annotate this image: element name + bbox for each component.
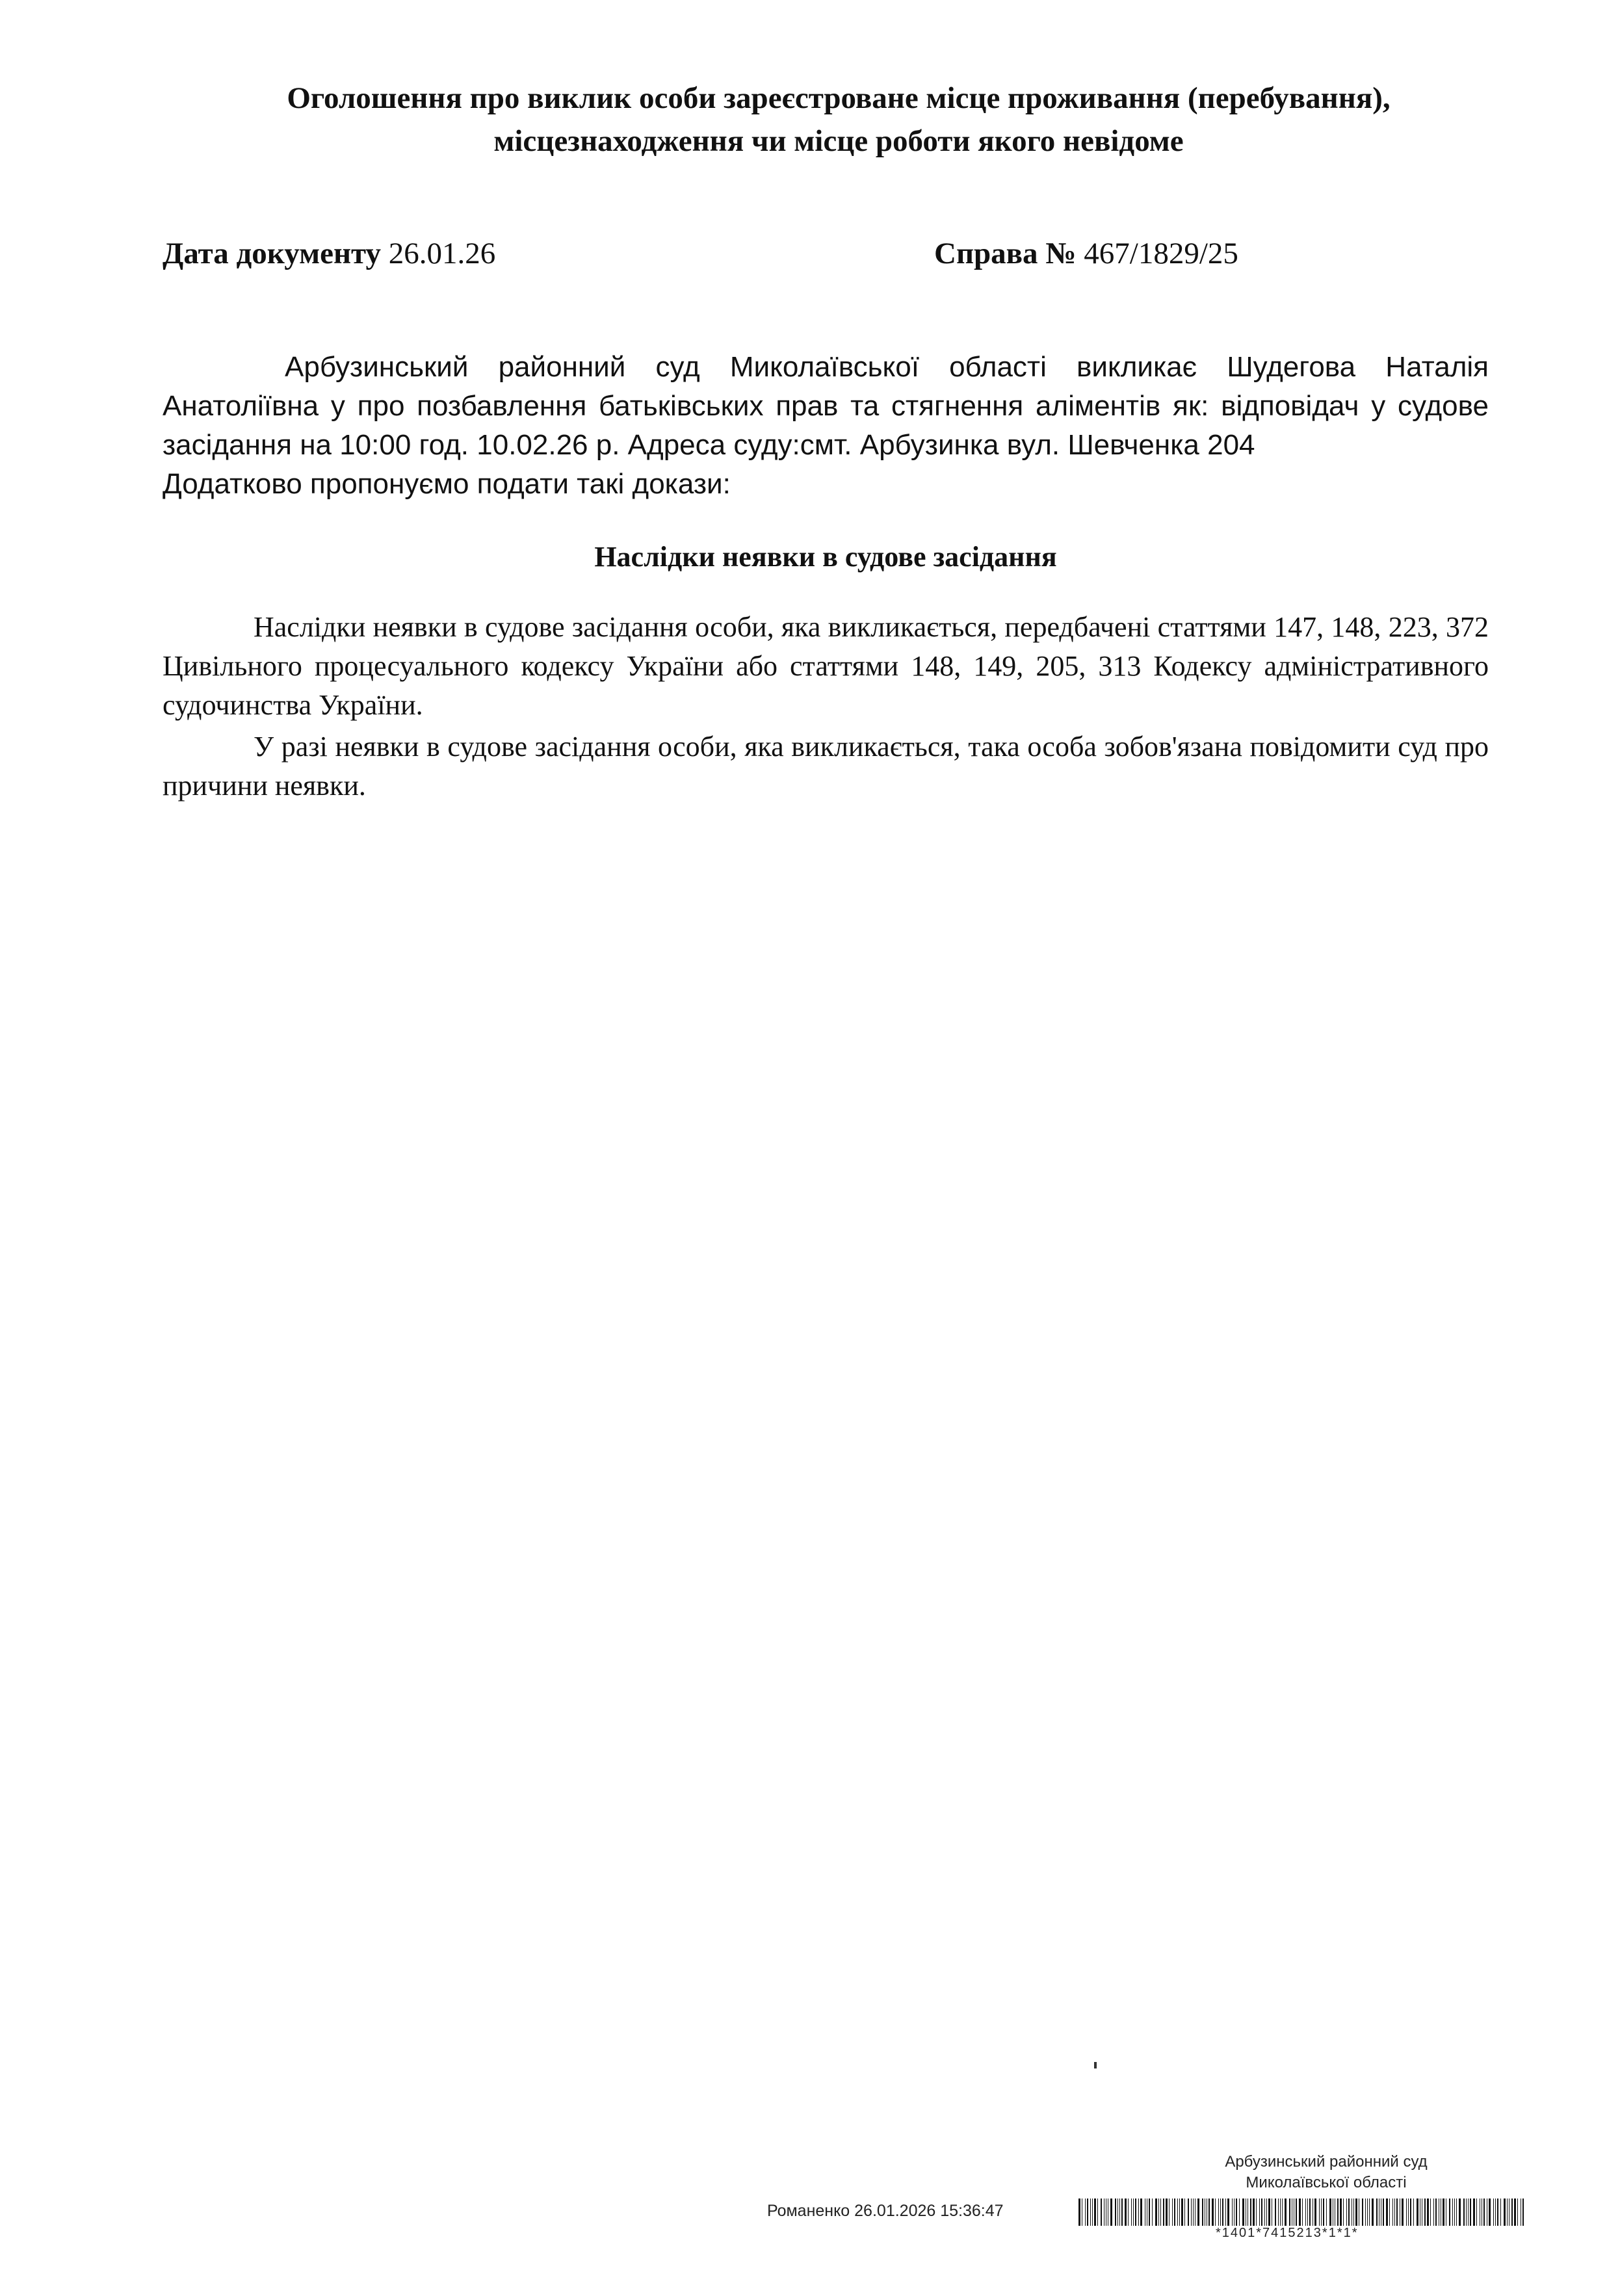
barcode-bar [1376,2198,1378,2226]
barcode-bar [1174,2198,1175,2226]
document-date [163,234,495,273]
barcode-bar [1121,2198,1123,2226]
barcode-bar [1275,2198,1276,2226]
barcode-bar [1289,2198,1290,2226]
barcode-bar [1307,2198,1308,2226]
signer-timestamp: Романенко 26.01.2026 15:36:47 [767,2202,1004,2220]
date-value: 26.01.26 [388,237,496,270]
barcode-bar [1131,2198,1132,2226]
barcode-bar [1511,2198,1513,2226]
barcode-bar [1410,2198,1411,2226]
barcode-bar [1337,2198,1339,2226]
barcode-bar [1314,2198,1316,2226]
barcode-bar [1208,2198,1210,2226]
barcode-bar [1236,2198,1237,2226]
barcode-bar [1413,2198,1414,2226]
barcode-bar [1250,2198,1251,2226]
court-name-line-2: Миколаївської області [1246,2174,1407,2191]
barcode-bar [1140,2198,1142,2226]
barcode-bar [1197,2198,1199,2226]
barcode-bar [1459,2198,1461,2226]
barcode-bar [1158,2198,1159,2226]
barcode-bar [1259,2198,1260,2226]
barcode-bar [1489,2198,1491,2226]
barcode-bar [1468,2198,1469,2226]
case-label: Справа № [934,237,1077,270]
barcode-bar [1476,2198,1477,2226]
barcode-bar [1319,2198,1320,2226]
barcode-bar [1119,2198,1120,2226]
barcode-bar [1389,2198,1390,2226]
barcode-bar [1305,2198,1306,2226]
barcode-bar [1362,2198,1363,2226]
barcode-bar [1266,2198,1267,2226]
barcode-bar [1253,2198,1255,2226]
barcode-bar [1227,2198,1229,2226]
consequences-paragraph-2: У разі неявки в судове засідання особи, яка викликається, така особа зобов'язана повідомити суд про причини неявки. [163,731,1489,802]
barcode-bar [1232,2198,1233,2226]
evidence-line: Додатково пропонуємо подати такі докази: [163,468,731,500]
barcode-bar [1483,2198,1485,2226]
barcode-bar [1261,2198,1262,2226]
barcode-bar [1282,2198,1283,2226]
barcode-bar [1181,2198,1183,2226]
case-value: 467/1829/25 [1084,237,1238,270]
barcode-bar [1386,2198,1388,2226]
barcode-bar [1430,2198,1431,2226]
barcode-bar [1184,2198,1185,2226]
barcode-bar [1188,2198,1189,2226]
barcode-bar [1514,2198,1516,2226]
barcode-bar [1507,2198,1508,2226]
barcode-bar [1212,2198,1214,2226]
barcode-bar [1504,2198,1506,2226]
barcode-bar [1449,2198,1450,2226]
case-number [934,234,1238,273]
barcode-bar [1285,2198,1287,2226]
barcode-bar [1394,2198,1395,2226]
barcode-bar [1078,2198,1080,2226]
barcode-bar [1138,2198,1139,2226]
barcode-bar [1424,2198,1426,2226]
barcode-bar [1383,2198,1384,2226]
barcode-bar [1427,2198,1429,2226]
barcode-bar [1280,2198,1281,2226]
barcode-bar [1302,2198,1303,2226]
barcode-bar [1369,2198,1370,2226]
consequences-heading: Наслідки неявки в судове засідання [594,541,1057,573]
barcode-text: *1401*7415213*1*1* [1216,2226,1359,2240]
barcode-bar [1452,2198,1453,2226]
barcode-bar [1135,2198,1136,2226]
barcode-bar [1179,2198,1180,2226]
barcode-bar [1348,2198,1350,2226]
barcode-bar [1264,2198,1265,2226]
barcode-bar [1090,2198,1091,2226]
barcode-bar [1435,2198,1437,2226]
barcode-bar [1160,2198,1161,2226]
barcode-bar [1454,2198,1455,2226]
barcode-bar [1326,2198,1327,2226]
barcode-bar [1517,2198,1518,2226]
barcode-bar [1329,2198,1331,2226]
barcode-bar [1191,2198,1192,2226]
summons-paragraph: Арбузинський районний суд Миколаївської області викликає Шудегова Наталія Анатоліївна у про позбавлення батьківських прав та стягнення аліментів як: відповідач у судове засідання на 10:00 год. 10.02.26 р. Адреса суду:смт. Арбузинка вул. Шевченка 204 [163,351,1489,461]
court-name-line-1: Арбузинський районний суд [1225,2153,1428,2171]
barcode-bar [1402,2198,1404,2226]
barcode-bar [1278,2198,1279,2226]
barcode-bar [1218,2198,1219,2226]
barcode-bar [1473,2198,1475,2226]
barcode-bar [1215,2198,1216,2226]
barcode-bar [1110,2198,1112,2226]
barcode-bar [1456,2198,1457,2226]
barcode-bar [1443,2198,1444,2226]
barcode-bar [1097,2198,1098,2226]
scan-mark [1094,2062,1097,2068]
barcode-bar [1365,2198,1366,2226]
barcode-bar [1343,2198,1344,2226]
barcode-bar [1321,2198,1322,2226]
consequences-paragraph-1: Наслідки неявки в судове засідання особи, яка викликається, передбачені статтями 147, 148, 223, 372 Цивільного процесуального кодексу України або статтями 148, 149, 205, 313 Кодексу адміністративного судочинства України. [163,611,1489,721]
barcode-bar [1225,2198,1226,2226]
barcode-bar [1193,2198,1194,2226]
barcode-bar [1152,2198,1153,2226]
barcode-bar [1340,2198,1342,2226]
barcode-bar [1101,2198,1102,2226]
barcode-bar [1128,2198,1129,2226]
barcode-bar [1392,2198,1393,2226]
barcode-bar [1256,2198,1257,2226]
barcode-image [1077,2198,1529,2226]
barcode-bar [1463,2198,1465,2226]
title-line-1: Оголошення про виклик особи зареєстроване місце проживання (перебування), [287,81,1391,115]
date-label: Дата документу [163,237,382,270]
barcode-bar [1155,2198,1157,2226]
title-line-2: місцезнаходження чи місце роботи якого невідоме [493,124,1184,158]
barcode-bar [1396,2198,1398,2226]
barcode-bar [1372,2198,1374,2226]
document-footer [767,2152,1547,2288]
barcode-bar [1495,2198,1496,2226]
barcode-bar [1242,2198,1244,2226]
barcode-bar [1087,2198,1088,2226]
barcode-bar [1466,2198,1467,2226]
barcode-bar [1125,2198,1127,2226]
barcode-bar [1202,2198,1203,2226]
summons-text [163,348,1489,504]
barcode-bar [1367,2198,1368,2226]
barcode-bar [1115,2198,1116,2226]
barcode-bar [1166,2198,1168,2226]
barcode-bar [1220,2198,1221,2226]
barcode-bar [1500,2198,1501,2226]
barcode-bar [1222,2198,1223,2226]
barcode-bar [1346,2198,1347,2226]
barcode-bar [1172,2198,1173,2226]
barcode-bar [1239,2198,1240,2226]
document-title [163,77,1515,163]
barcode-bar [1497,2198,1498,2226]
barcode-bar [1433,2198,1434,2226]
barcode-bar [1323,2198,1324,2226]
barcode-bar [1299,2198,1301,2226]
barcode-bar [1408,2198,1409,2226]
barcode-bar [1493,2198,1494,2226]
barcode-bar [1085,2198,1086,2226]
barcode-bar [1268,2198,1270,2226]
barcode-bar [1470,2198,1471,2226]
barcode-bar [1163,2198,1164,2226]
barcode-bar [1309,2198,1311,2226]
barcode-bar [1234,2198,1235,2226]
barcode-bar [1355,2198,1357,2226]
barcode-bar [1406,2198,1407,2226]
barcode-bar [1296,2198,1297,2226]
barcode-bar [1117,2198,1118,2226]
barcode-bar [1177,2198,1178,2226]
barcode-bar [1092,2198,1093,2226]
court-name [1170,2152,1482,2193]
barcode-bar [1417,2198,1418,2226]
consequences-text [163,608,1489,805]
barcode-bar [1353,2198,1354,2226]
barcode-bar [1094,2198,1096,2226]
barcode-bar [1133,2198,1134,2226]
barcode-bar [1149,2198,1150,2226]
barcode-bar [1522,2198,1524,2226]
